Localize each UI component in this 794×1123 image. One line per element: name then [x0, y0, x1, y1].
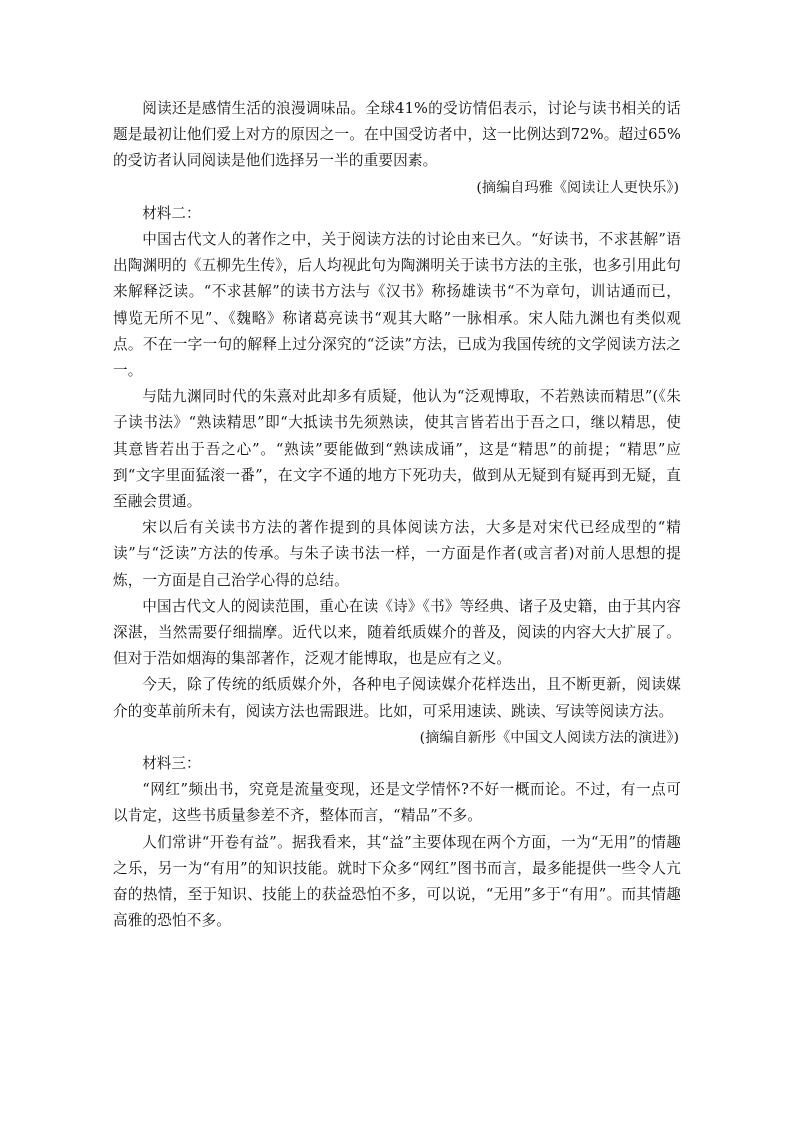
- source-citation-1: (摘编自玛雅《阅读让人更快乐》): [476, 179, 679, 196]
- document-page: [113, 96, 681, 935]
- material-2-paragraph: 与陆九渊同时代的朱熹对此却多有质疑，他认为“泛观博取，不若熟读而精思”(《朱子读书法》“熟读精思”即“大抵读书先须熟读，使其言皆若出于吾之口，继以精思，使其意皆若出于吾之心”。“熟读”要能做到“熟读成诵”，这是“精思”的前提；“精思”应到“文字里面猛滚一番”，在文字不通的地方下死功夫，做到从无疑到有疑再到无疑，直至融会贯通。: [113, 388, 681, 511]
- material-3-paragraph: “网红”频出书，究竟是流量变现，还是文学情怀?不好一概而论。不过，有一点可以肯定，这些书质量参差不齐，整体而言，“精品”不多。: [113, 781, 681, 825]
- material-3-paragraph: 人们常讲“开卷有益”。据我看来，其“益”主要体现在两个方面，一为“无用”的情趣之乐，另一为“有用”的知识技能。就时下众多“网红”图书而言，最多能提供一些令人亢奋的热情，至于知识、技能上的获益恐怕不多，可以说，“无用”多于“有用”。而其情趣高雅的恐怕不多。: [113, 833, 681, 930]
- material-2-paragraph: 中国古代文人的著作之中，关于阅读方法的讨论由来已久。“好读书，不求甚解”语出陶渊明的《五柳先生传》，后人均视此句为陶渊明关于读书方法的主张，也多引用此句来解释泛读。“不求甚解”的读书方法与《汉书》称扬雄读书“不为章句，训诂通而已，博览无所不见”、《魏略》称诸葛亮读书“观其大略”一脉相承。宋人陆九渊也有类似观点。不在一字一句的解释上过分深究的“泛读”方法，已成为我国传统的文学阅读方法之一。: [113, 231, 681, 380]
- intro-paragraph: 阅读还是感情生活的浪漫调味品。全球41%的受访情侣表示，讨论与读书相关的话题是最初让他们爱上对方的原因之一。在中国受访者中，这一比例达到72%。超过65%的受访者认同阅读是他们选择另一半的重要因素。: [113, 100, 681, 170]
- source-citation-2: (摘编自新彤《中国文人阅读方法的演进》): [419, 729, 679, 746]
- material-2-paragraph: 中国古代文人的阅读范围，重心在读《诗》《书》等经典、诸子及史籍，由于其内容深湛，当然需要仔细揣摩。近代以来，随着纸质媒介的普及，阅读的内容大大扩展了。但对于浩如烟海的集部著作，泛观才能博取，也是应有之义。: [113, 597, 681, 668]
- material-2-paragraph: 宋以后有关读书方法的著作提到的具体阅读方法，大多是对宋代已经成型的“精读”与“泛读”方法的传承。与朱子读书法一样，一方面是作者(或言者)对前人思想的提炼，一方面是自己治学心得的总结。: [113, 519, 681, 589]
- material-2-heading: 材料二：: [142, 204, 201, 222]
- material-3-heading: 材料三：: [142, 755, 201, 773]
- material-2-paragraph: 今天，除了传统的纸质媒介外，各种电子阅读媒介花样迭出，且不断更新，阅读媒介的变革前所未有，阅读方法也需跟进。比如，可采用速读、跳读、写读等阅读方法。: [113, 676, 681, 720]
